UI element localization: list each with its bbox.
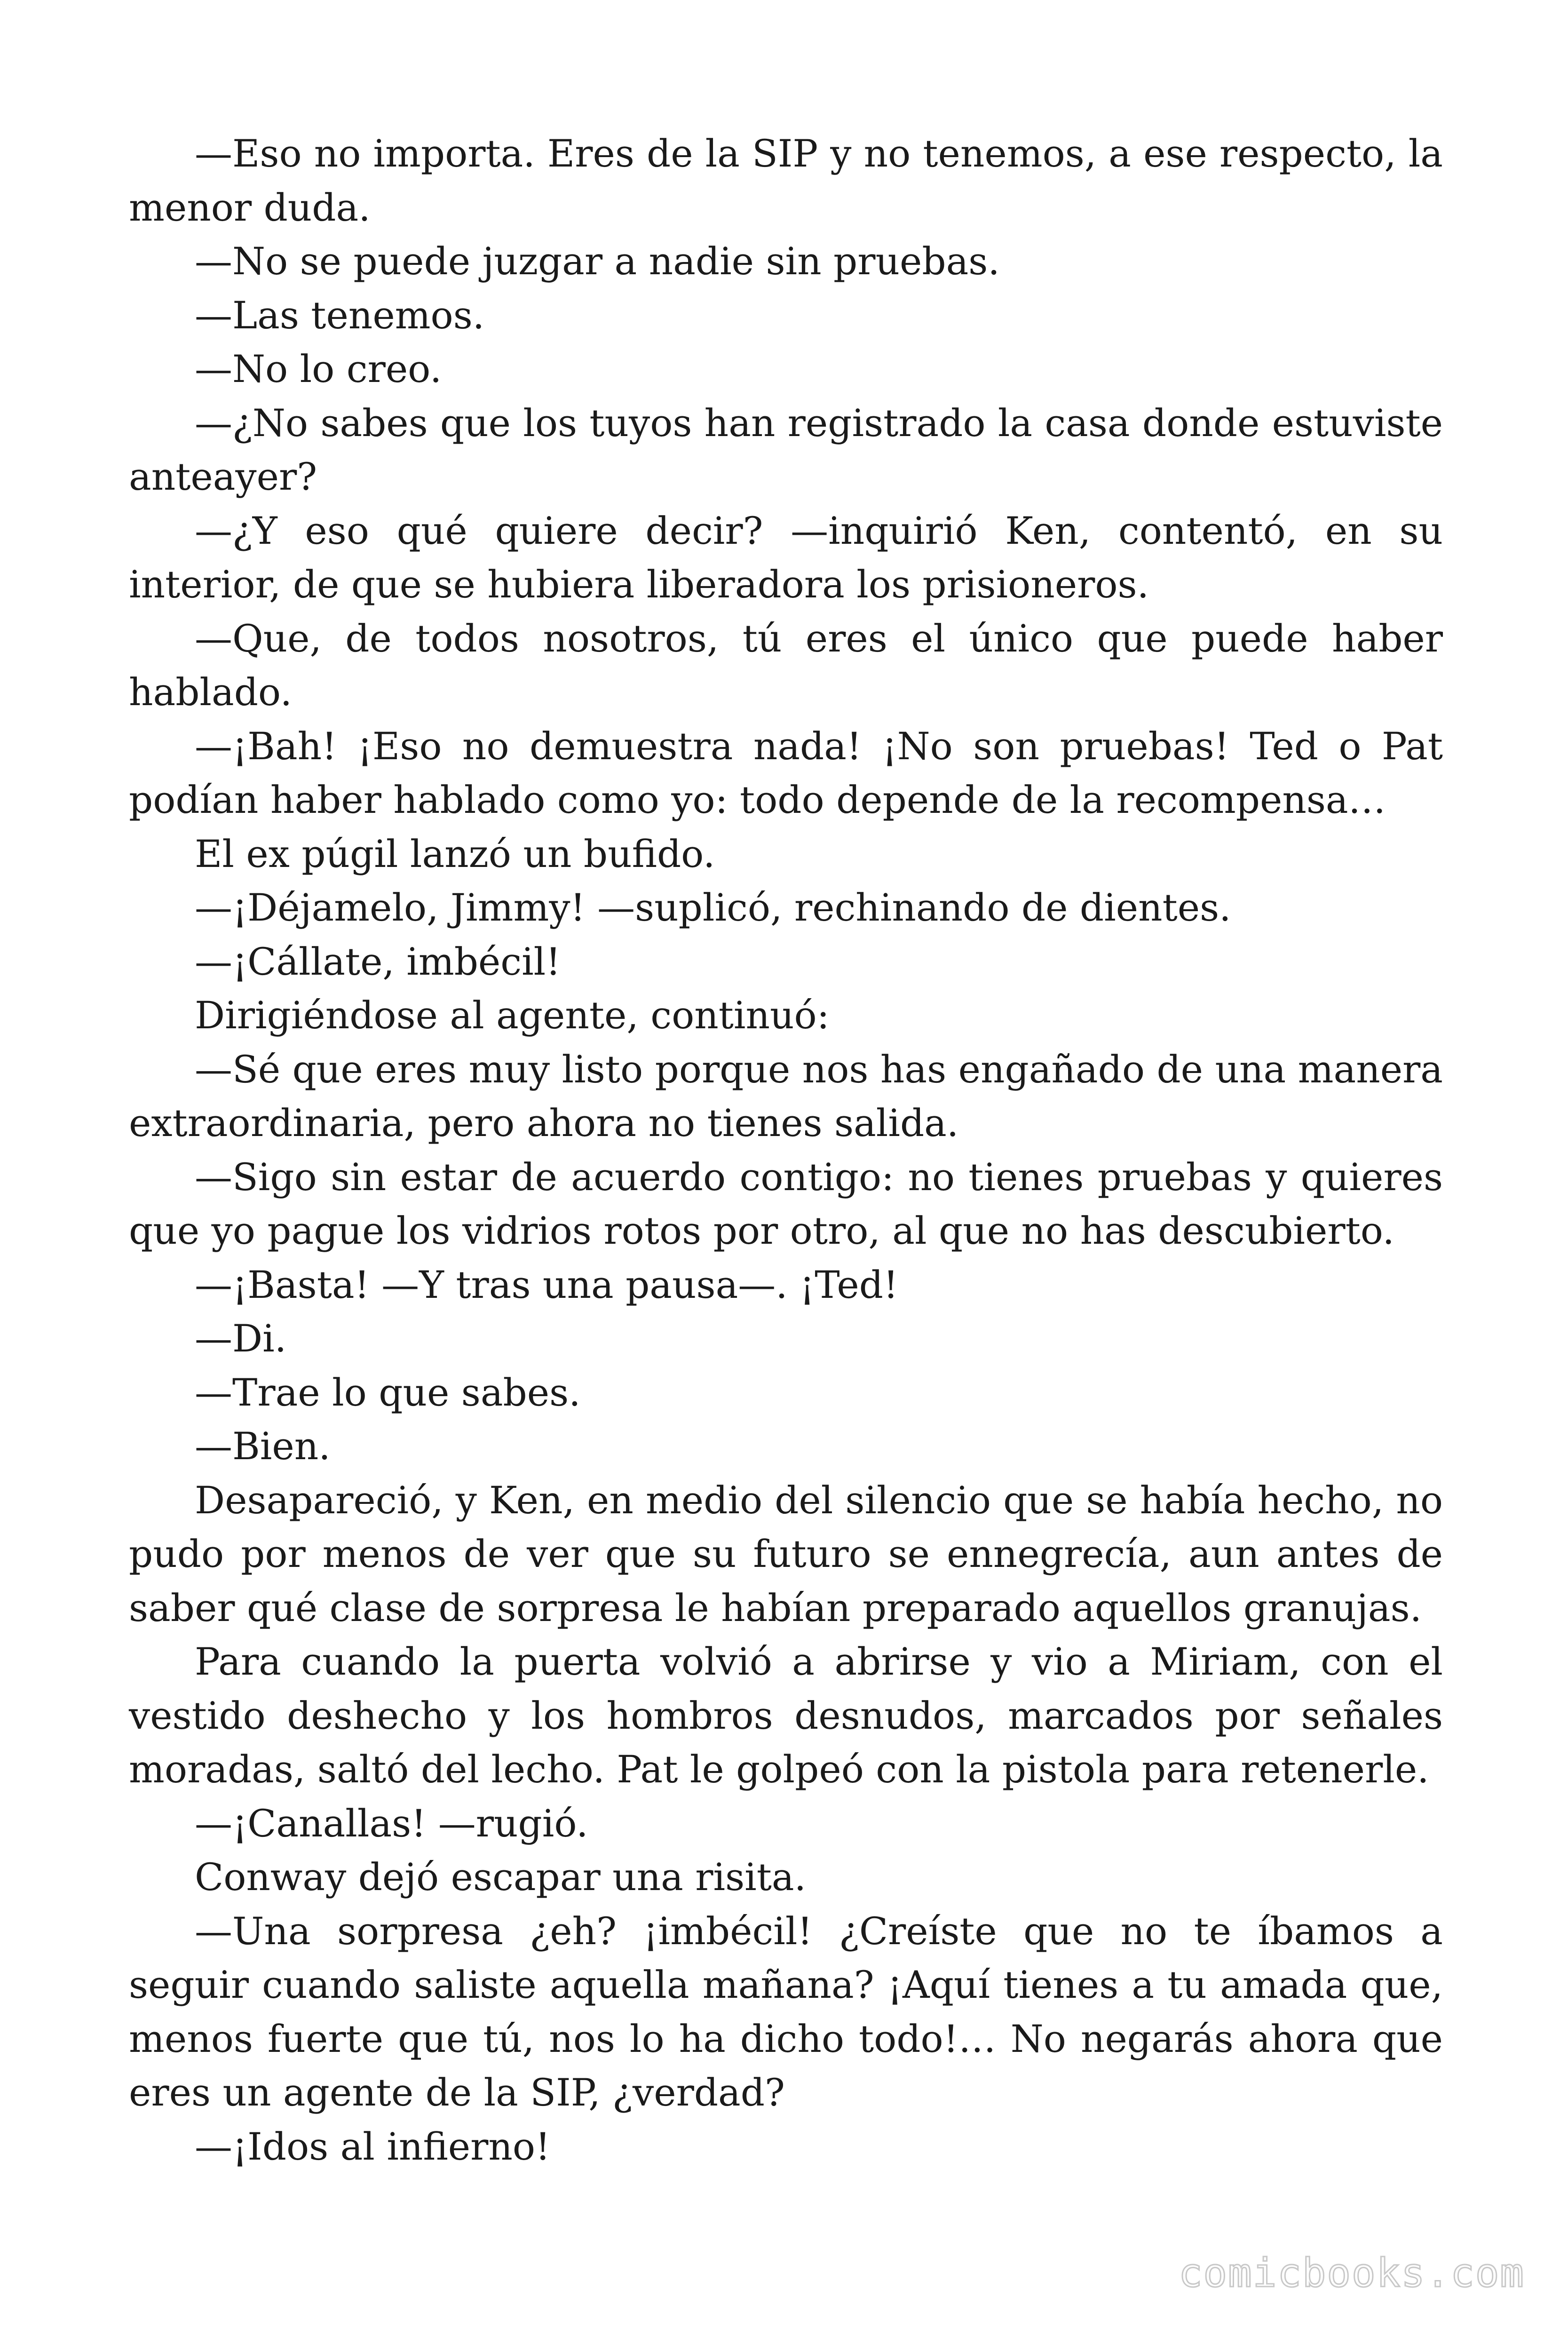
paragraph: —Bien. (195, 1424, 331, 1468)
paragraph: —Sé que eres muy listo porque nos has engañado de una manera extraordinaria, pero ahora no tienes salida. (129, 1047, 1443, 1145)
paragraph: —No se puede juzgar a nadie sin pruebas. (195, 239, 1000, 283)
paragraph: Dirigiéndose al agente, continuó: (195, 993, 830, 1037)
watermark: comicbooks.com (1178, 2250, 1525, 2296)
paragraph: —No lo creo. (195, 347, 442, 391)
paragraph: —¡Bah! ¡Eso no demuestra nada! ¡No son pruebas! Ted o Pat podían haber hablado como yo: todo depende de la recompensa… (129, 724, 1443, 822)
paragraph: —Una sorpresa ¿eh? ¡imbécil! ¿Creíste que no te íbamos a seguir cuando saliste aquella mañana? ¡Aquí tienes a tu amada que, menos fuerte que tú, nos lo ha dicho todo!… No negarás ahora que eres un agente de la SIP, ¿verdad? (129, 1909, 1443, 2114)
paragraph: —Eso no importa. Eres de la SIP y no tenemos, a ese respecto, la menor duda. (129, 132, 1443, 230)
paragraph: Desapareció, y Ken, en medio del silencio que se había hecho, no pudo por menos de ver que su futuro se ennegrecía, aun antes de saber qué clase de sorpresa le habían preparado aquellos granujas. (129, 1478, 1443, 1630)
paragraph: —¿No sabes que los tuyos han registrado la casa donde estuviste anteayer? (129, 401, 1443, 499)
paragraph: —¿Y eso qué quiere decir? —inquirió Ken, contentó, en su interior, de que se hubiera liberadora los prisioneros. (129, 509, 1443, 606)
book-page-text (129, 127, 1443, 2174)
paragraph: —¡Basta! —Y tras una pausa—. ¡Ted! (195, 1263, 899, 1307)
paragraph: —Que, de todos nosotros, tú eres el único que puede haber hablado. (129, 616, 1443, 714)
paragraph: —Sigo sin estar de acuerdo contigo: no tienes pruebas y quieres que yo pague los vidrios rotos por otro, al que no has descubierto. (129, 1155, 1443, 1253)
paragraph: —¡Idos al infierno! (195, 2124, 551, 2169)
paragraph: Para cuando la puerta volvió a abrirse y vio a Miriam, con el vestido deshecho y los hombros desnudos, marcados por señales moradas, saltó del lecho. Pat le golpeó con la pistola para retenerle. (129, 1640, 1443, 1791)
paragraph: —Di. (195, 1317, 287, 1360)
paragraph: —Trae lo que sabes. (195, 1370, 581, 1414)
paragraph: —Las tenemos. (195, 293, 485, 337)
paragraph: Conway dejó escapar una risita. (195, 1855, 807, 1899)
paragraph: —¡Cállate, imbécil! (195, 939, 561, 984)
paragraph: El ex púgil lanzó un bufido. (195, 832, 715, 876)
paragraph: —¡Canallas! —rugió. (195, 1801, 588, 1845)
paragraph: —¡Déjamelo, Jimmy! —suplicó, rechinando de dientes. (195, 886, 1231, 930)
